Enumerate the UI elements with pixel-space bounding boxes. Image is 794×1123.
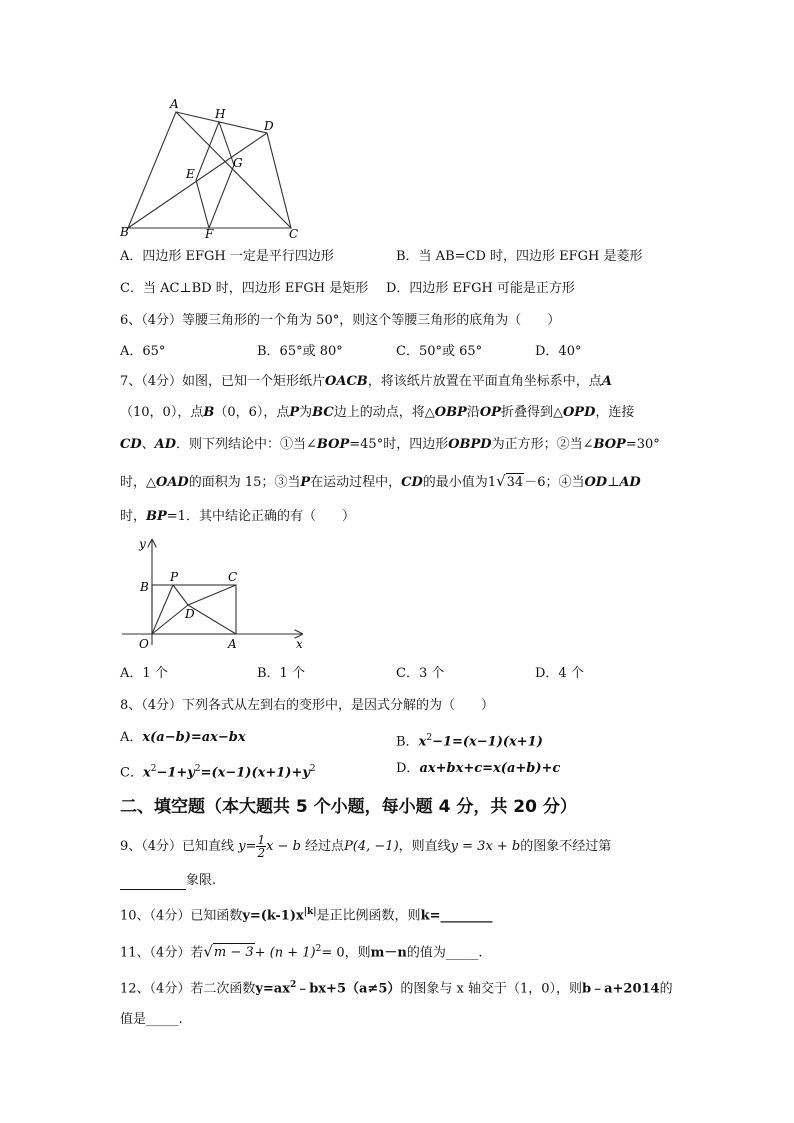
q5-option-c: C．当 AC⊥BD 时，四边形 EFGH 是矩形 [120, 281, 369, 296]
q7-line-5: 时，BP=1．其中结论正确的有（ ） [120, 509, 355, 524]
q8-option-a: A．x(a−b)=ax−bx [120, 730, 246, 745]
label-G: G [233, 156, 243, 170]
axis-label-y: y [139, 537, 146, 551]
seg-AD [188, 605, 236, 634]
seg-OP [152, 585, 173, 634]
q7-option-c: C．3 个 [396, 666, 445, 681]
q6-option-c: C．50°或 65° [396, 344, 483, 359]
label-P: P [170, 570, 179, 584]
q5-option-d: D．四边形 EFGH 可能是正方形 [386, 281, 575, 296]
label-H: H [215, 107, 226, 121]
seg-CD [188, 585, 236, 605]
q6-option-b: B．65°或 80° [257, 344, 343, 359]
q9-answer-blank[interactable] [120, 875, 186, 890]
q6-option-d: D．40° [535, 344, 582, 359]
fraction-one-half: $\frac{1}{2}$ [257, 833, 266, 860]
seg-OD [152, 605, 188, 634]
quadrilateral-figure [110, 96, 320, 244]
label-O: O [139, 637, 149, 651]
label-A: A [170, 97, 179, 111]
q11-line: 11、（4分）若$√m - 3+ (n + 1)^2= 0$，则m－n的值为_____. [120, 942, 483, 961]
label-F: F [205, 227, 214, 241]
axis-label-x: x [296, 637, 303, 651]
label-C: C [228, 570, 238, 584]
q7-line-1: 7、（4分）如图，已知一个矩形纸片OACB，将该纸片放置在平面直角坐标系中，点A [120, 374, 612, 389]
q7-line-4: 时，△OAD的面积为 15；③当P在运动过程中，CD的最小值为1√34－6；④当OD⊥AD [120, 472, 641, 490]
seg-PD [173, 585, 188, 605]
q7-option-d: D．4 个 [535, 666, 584, 681]
q8-option-d: D．ax+bx+c=x(a+b)+c [396, 761, 561, 776]
label-D: D [185, 607, 195, 621]
label-C: C [289, 227, 299, 241]
label-B: B [140, 580, 149, 594]
q6-option-a: A．65° [120, 344, 166, 359]
q7-line-2: （10，0），点B（0，6），点P为BC边上的动点，将△OBP沿OP折叠得到△OPD，连接 [120, 405, 635, 420]
q12-line-2: 值是_____. [120, 1012, 183, 1027]
q7-option-b: B．1 个 [257, 666, 305, 681]
q12-line-1: 12、（4分）若二次函数$y=ax^2﹣bx+5(a\ne 5)$的图象与 x 轴交于（1，0），则b﹣a+2014的 [120, 980, 673, 997]
label-B: B [120, 225, 129, 239]
label-A: A [228, 637, 237, 651]
label-E: E [186, 167, 195, 181]
q6-stem: 6、（4分）等腰三角形的一个角为 50°，则这个等腰三角形的底角为（ ） [120, 313, 561, 328]
q10-line: 10、（4分）已知函数$y=(k-1)x^{|k|}$是正比例函数，则k=________ [120, 907, 493, 924]
q9-line-1: 9、（4分）已知直线 y= $\frac{1}{2}$ x − b 经过点P(4, −1)，则直线y = 3x + b的图象不经过第 [120, 833, 612, 860]
label-D: D [264, 119, 274, 133]
q9-line-2: 象限. [120, 872, 216, 890]
q8-stem: 8、（4分）下列各式从左到右的变形中，是因式分解的为（ ） [120, 698, 495, 713]
q7-line-3: CD、AD．则下列结论中：①当∠BOP=45°时，四边形OBPD为正方形；②当∠BOP=30° [120, 437, 660, 452]
q7-option-a: A．1 个 [120, 666, 168, 681]
section-header-fill-in: 二、填空题（本大题共 5 个小题，每小题 4 分，共 20 分） [120, 797, 577, 817]
q5-option-b: B．当 AB=CD 时，四边形 EFGH 是菱形 [396, 249, 643, 264]
diag-BD [128, 133, 267, 228]
coordinate-figure [118, 534, 310, 654]
q5-option-a: A．四边形 EFGH 一定是平行四边形 [120, 249, 334, 264]
q8-option-c: C．$x^2-1+y^2=(x-1)(x+1)+y^2$ [120, 764, 316, 781]
q8-option-b: B．$x^2-1=(x-1)(x+1)$ [396, 733, 543, 750]
